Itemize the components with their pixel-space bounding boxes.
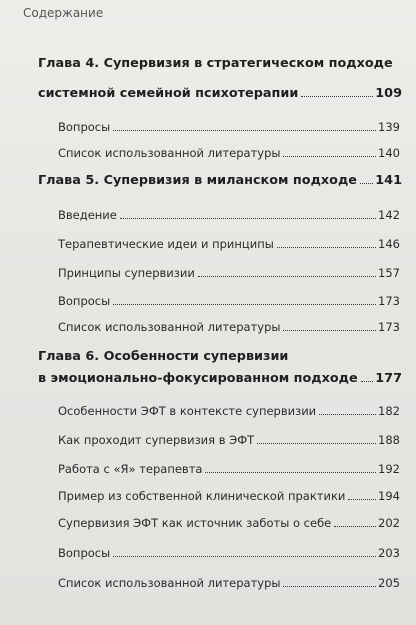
toc-entry[interactable] (58, 294, 400, 308)
toc-entry-page: 173 (378, 320, 400, 334)
toc-entry-page: 203 (378, 546, 400, 560)
toc-entry-page: 146 (378, 237, 400, 251)
toc-entry-title: Вопросы (58, 294, 111, 308)
toc-entry[interactable] (58, 237, 400, 251)
chapter-4-title-line2: системной семейной психотерапии (38, 86, 299, 101)
toc-entry[interactable] (58, 266, 400, 280)
dot-leader (334, 526, 376, 527)
dot-leader (120, 218, 376, 219)
dot-leader (198, 276, 376, 277)
toc-entry-page: 188 (378, 433, 400, 447)
dot-leader (319, 414, 376, 415)
dot-leader (283, 330, 376, 331)
toc-entry-title: Как проходит супервизия в ЭФТ (58, 433, 255, 447)
toc-entry-title: Супервизия ЭФТ как источник заботы о себе (58, 516, 332, 530)
chapter-4-entry[interactable] (38, 86, 402, 102)
toc-entry[interactable] (58, 146, 400, 160)
dot-leader (277, 247, 376, 248)
chapter-6-title-line1: Глава 6. Особенности супервизии (38, 349, 289, 364)
dot-leader (113, 556, 376, 557)
toc-entry-page: 142 (378, 208, 400, 222)
toc-entry[interactable] (58, 516, 400, 530)
dot-leader (257, 443, 376, 444)
toc-entry[interactable] (58, 208, 400, 222)
toc-entry[interactable] (58, 489, 400, 503)
toc-entry-page: 139 (378, 120, 400, 134)
chapter-6-title-line2: в эмоционально-фокусированном подходе (38, 371, 358, 386)
chapter-6-page: 177 (375, 371, 402, 386)
toc-entry-page: 202 (378, 516, 400, 530)
dot-leader (113, 304, 376, 305)
toc-entry-page: 205 (378, 576, 400, 590)
toc-entry-title: Список использованной литературы (58, 320, 281, 334)
toc-entry-page: 173 (378, 294, 400, 308)
toc-entry[interactable] (58, 320, 400, 334)
running-head: Содержание (23, 6, 104, 20)
chapter-4-page: 109 (375, 86, 402, 101)
toc-entry-page: 157 (378, 266, 400, 280)
toc-entry-title: Пример из собственной клинической практики (58, 489, 346, 503)
toc-entry-title: Вопросы (58, 546, 111, 560)
dot-leader (348, 499, 376, 500)
chapter-5-title: Глава 5. Супервизия в миланском подходе (38, 173, 357, 188)
toc-entry[interactable] (58, 404, 400, 418)
dot-leader (113, 130, 376, 131)
dot-leader (205, 472, 376, 473)
toc-entry[interactable] (58, 546, 400, 560)
toc-entry-title: Принципы супервизии (58, 266, 195, 280)
toc-entry[interactable] (58, 120, 400, 134)
toc-entry-title: Работа с «Я» терапевта (58, 462, 203, 476)
chapter-6-entry[interactable] (38, 371, 402, 387)
toc-entry-title: Введение (58, 208, 117, 222)
toc-entry-title: Список использованной литературы (58, 146, 281, 160)
toc-entry-page: 182 (378, 404, 400, 418)
chapter-4-title-line1: Глава 4. Супервизия в стратегическом подходе (38, 56, 393, 71)
toc-entry-title: Особенности ЭФТ в контексте супервизии (58, 404, 317, 418)
toc-entry-title: Список использованной литературы (58, 576, 281, 590)
toc-entry[interactable] (58, 433, 400, 447)
chapter-5-entry[interactable] (38, 173, 402, 189)
toc-entry-page: 140 (378, 146, 400, 160)
dot-leader (283, 586, 376, 587)
toc-entry-title: Терапевтические идеи и принципы (58, 237, 274, 251)
chapter-5-page: 141 (375, 173, 402, 188)
dot-leader (361, 381, 374, 382)
toc-entry[interactable] (58, 576, 400, 590)
toc-entry[interactable] (58, 462, 400, 476)
toc-entry-page: 192 (378, 462, 400, 476)
dot-leader (301, 96, 373, 97)
toc-entry-page: 194 (378, 489, 400, 503)
dot-leader (360, 183, 373, 184)
toc-entry-title: Вопросы (58, 120, 111, 134)
dot-leader (283, 156, 376, 157)
